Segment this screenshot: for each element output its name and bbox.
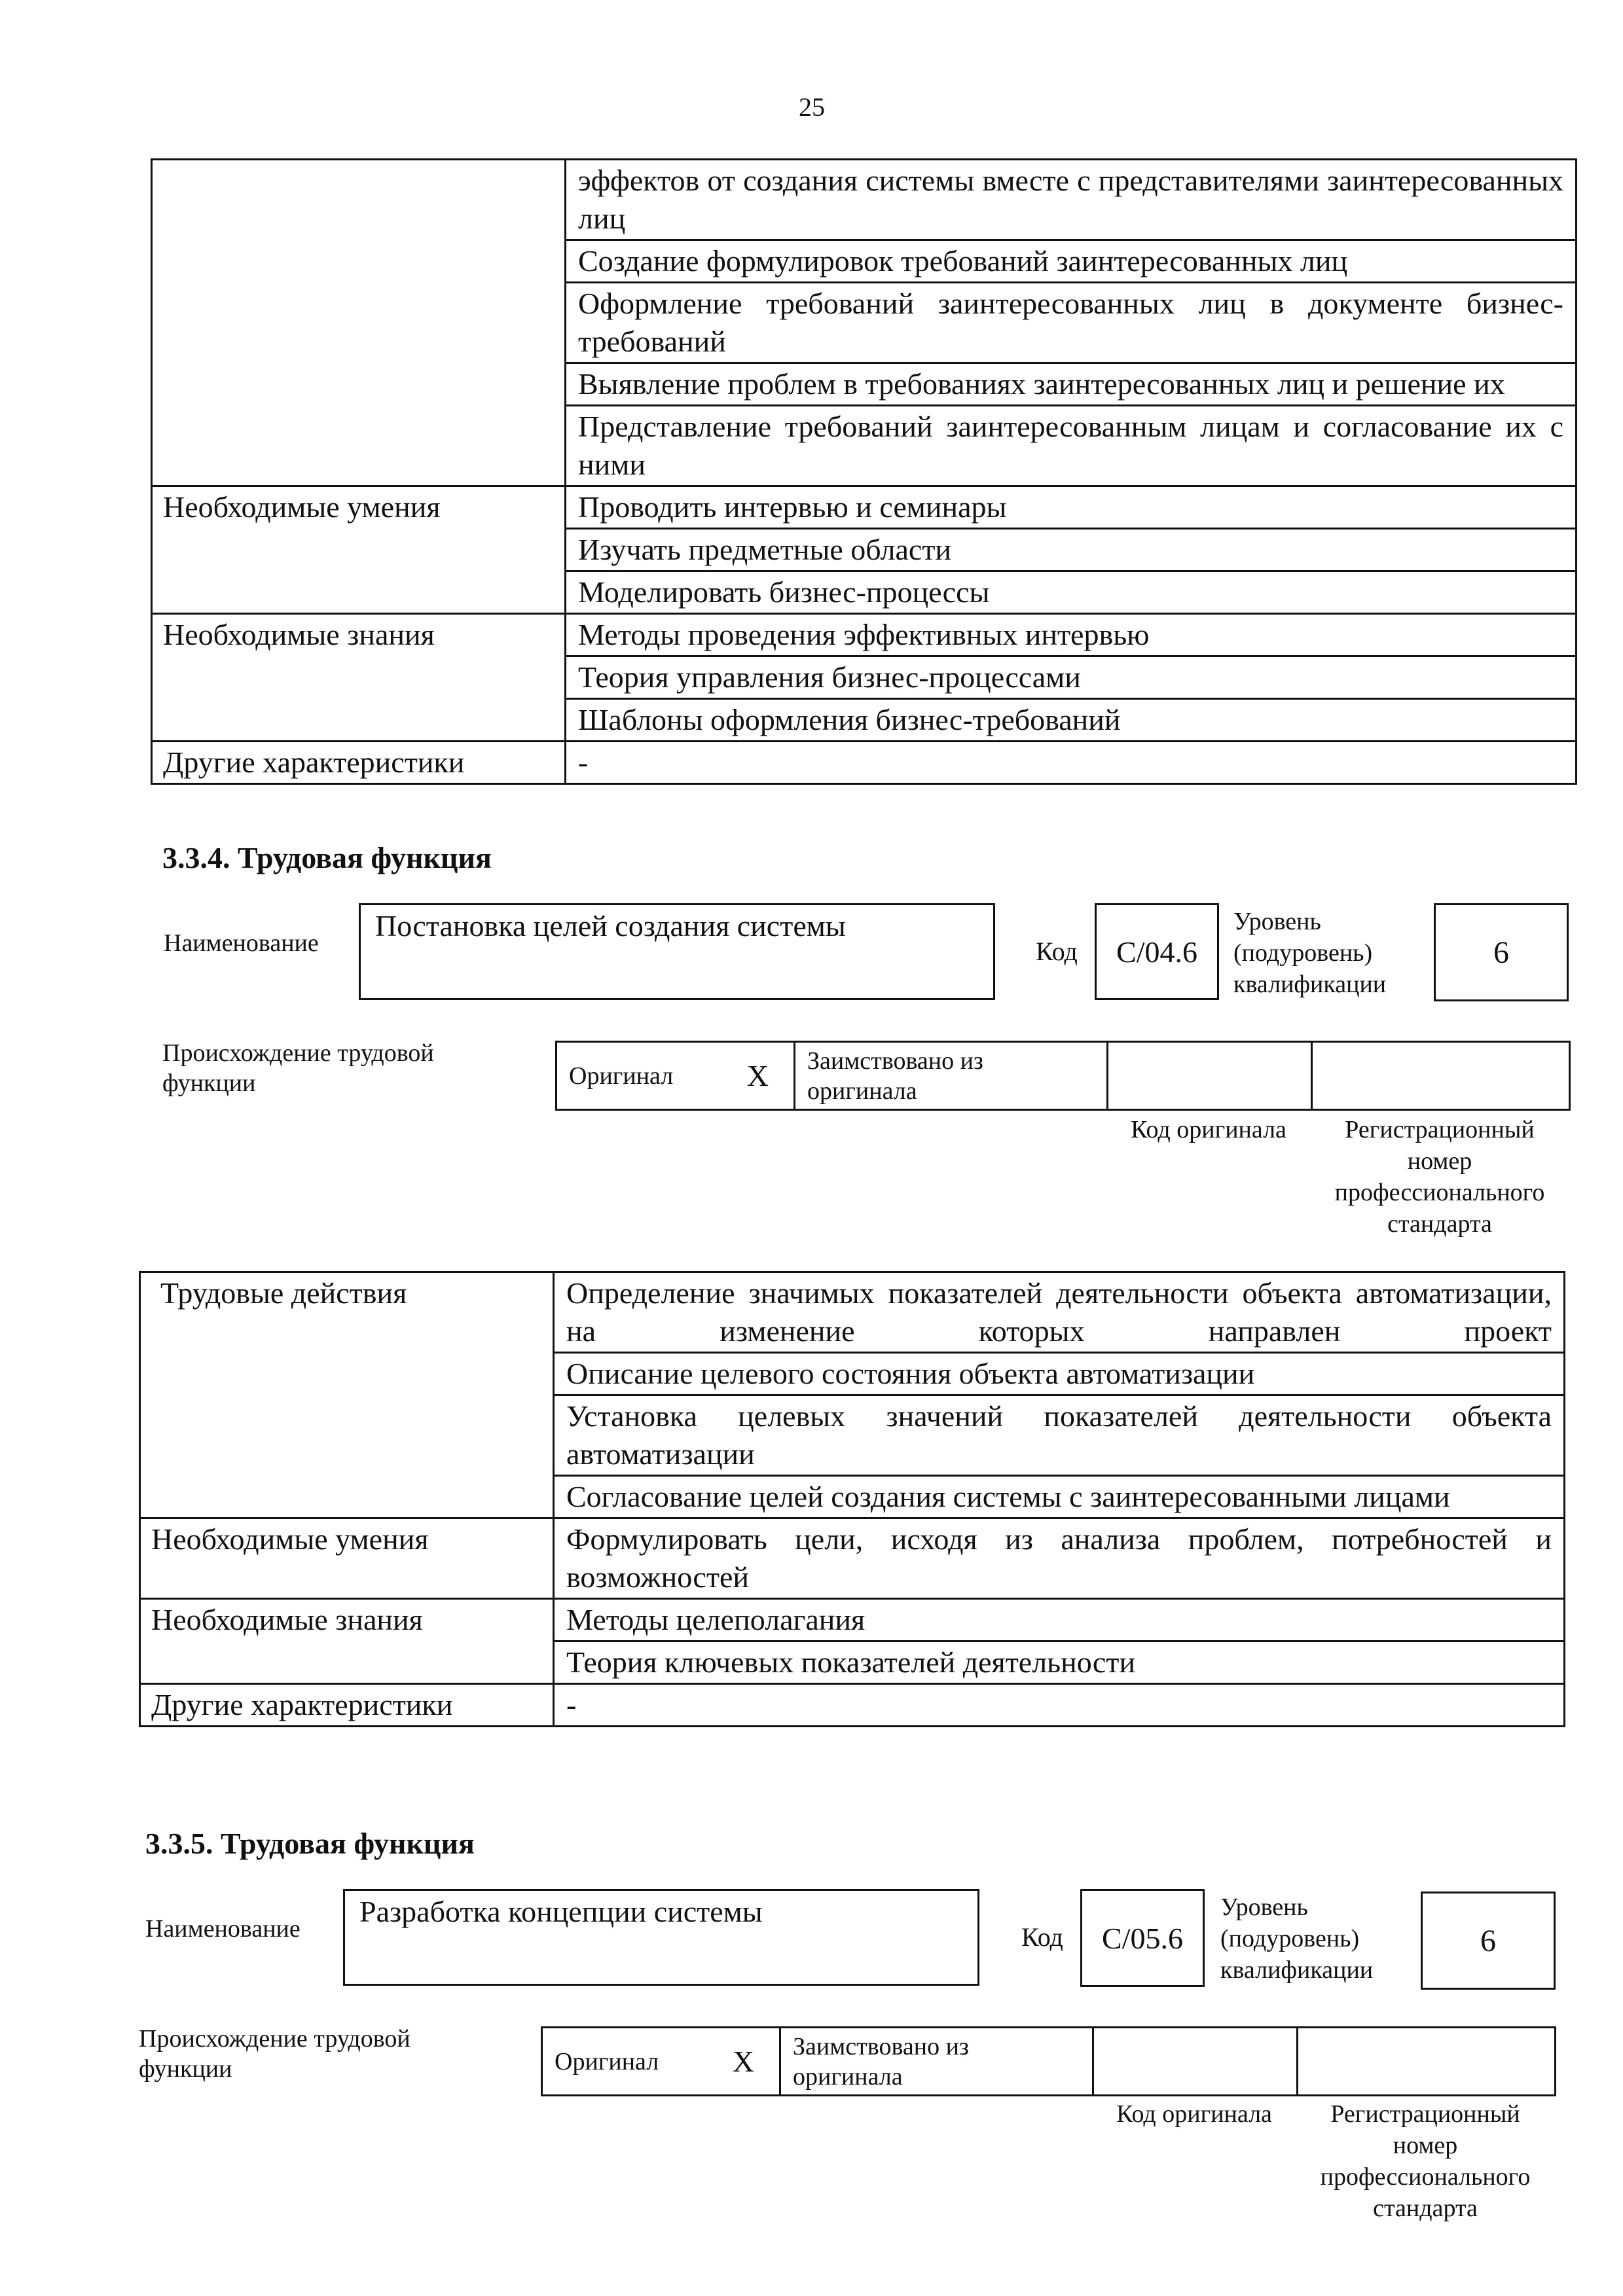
code-original-label: Код оригинала	[1131, 1116, 1286, 1143]
original-cell	[542, 2028, 780, 2096]
level-label	[1233, 906, 1386, 1000]
row-label-knowledge: Необходимые знания	[140, 1599, 554, 1684]
level-box: 6	[1421, 1892, 1556, 1990]
code-box: C/04.6	[1095, 903, 1219, 1000]
table-cell: Выявление проблем в требованиях заинтересованных лиц и решение их	[566, 363, 1577, 406]
reg-number-cell	[1298, 2028, 1556, 2096]
name-box: Постановка целей создания системы	[359, 903, 995, 1000]
table-cell: Создание формулировок требований заинтересованных лиц	[566, 240, 1577, 283]
table-cell: Моделировать бизнес-процессы	[566, 571, 1577, 614]
section-title: 3.3.4. Трудовая функция	[162, 841, 492, 874]
level-label-line: квалификации	[1233, 971, 1387, 998]
name-label: Наименование	[145, 1915, 301, 1943]
row-label-skills: Необходимые умения	[140, 1518, 554, 1599]
table-cell: Методы целеполагания	[554, 1599, 1565, 1641]
reg-number-label	[1311, 1114, 1569, 1240]
original-label: Оригинал	[555, 2047, 659, 2075]
table-cell: Проводить интервью и семинары	[566, 486, 1577, 529]
level-label-line: Уровень	[1220, 1893, 1308, 1921]
reg-number-line: номер	[1393, 2132, 1458, 2159]
level-label	[1220, 1892, 1373, 1986]
row-label	[152, 160, 566, 486]
reg-number-line: профессионального	[1320, 2163, 1531, 2191]
section-title: 3.3.5. Трудовая функция	[145, 1827, 475, 1860]
reg-number-line: стандарта	[1387, 1210, 1492, 1238]
table-cell: Теория управления бизнес-процессами	[566, 656, 1577, 699]
function-table	[139, 1271, 1565, 1727]
code-original-cell	[1108, 1042, 1312, 1110]
table-cell: Установка целевых значений показателей деятельности объекта автоматизации	[554, 1395, 1565, 1476]
row-label-skills: Необходимые умения	[152, 486, 566, 614]
table-cell: Изучать предметные области	[566, 529, 1577, 571]
origin-label-line: Происхождение трудовой	[162, 1039, 434, 1067]
borrowed-cell	[780, 2028, 1093, 2096]
borrowed-label-line: оригинала	[807, 1077, 917, 1105]
reg-number-label	[1296, 2098, 1554, 2224]
table-cell: Формулировать цели, исходя из анализа проблем, потребностей и возможностей	[554, 1518, 1565, 1599]
name-box: Разработка концепции системы	[343, 1889, 979, 1986]
level-label-line: квалификации	[1220, 1956, 1374, 1984]
row-label-other: Другие характеристики	[140, 1684, 554, 1727]
reg-number-cell	[1312, 1042, 1570, 1110]
table-cell: эффектов от создания системы вместе с представителями заинтересованных лиц	[566, 160, 1577, 240]
level-label-line: (подуровень)	[1233, 939, 1373, 967]
origin-label-line: функции	[162, 1069, 256, 1097]
continuation-table	[151, 158, 1577, 785]
reg-number-line: стандарта	[1373, 2195, 1478, 2222]
original-mark: X	[732, 2044, 754, 2078]
reg-number-line: Регистрационный	[1345, 1116, 1535, 1143]
table-cell: Шаблоны оформления бизнес-требований	[566, 699, 1577, 742]
table-cell: Описание целевого состояния объекта автоматизации	[554, 1353, 1565, 1395]
reg-number-line: профессионального	[1334, 1179, 1545, 1206]
level-label-line: Уровень	[1233, 908, 1321, 935]
reg-number-line: Регистрационный	[1330, 2100, 1520, 2128]
origin-label	[139, 2024, 410, 2084]
table-cell: -	[566, 742, 1577, 784]
origin-table	[555, 1041, 1571, 1111]
origin-label-line: функции	[139, 2055, 232, 2083]
code-box: C/05.6	[1080, 1889, 1205, 1987]
row-label-knowledge: Необходимые знания	[152, 614, 566, 742]
original-cell	[556, 1042, 795, 1110]
table-cell: -	[554, 1684, 1565, 1727]
page-number: 25	[799, 92, 825, 122]
table-cell: Методы проведения эффективных интервью	[566, 614, 1577, 656]
reg-number-line: номер	[1407, 1147, 1472, 1175]
table-cell: Теория ключевых показателей деятельности	[554, 1641, 1565, 1684]
origin-label	[162, 1038, 434, 1098]
borrowed-label-line: Заимствовано из	[793, 2032, 969, 2060]
level-box: 6	[1434, 903, 1569, 1001]
borrowed-label-line: Заимствовано из	[807, 1047, 983, 1075]
name-label: Наименование	[164, 929, 319, 957]
code-label: Код	[1036, 937, 1078, 966]
borrowed-cell	[795, 1042, 1108, 1110]
code-original-label: Код оригинала	[1116, 2100, 1272, 2128]
row-label-other: Другие характеристики	[152, 742, 566, 784]
row-label-actions: Трудовые действия	[140, 1272, 554, 1518]
origin-label-line: Происхождение трудовой	[139, 2025, 410, 2053]
table-cell: Представление требований заинтересованным лицам и согласование их с ними	[566, 406, 1577, 486]
code-original-cell	[1093, 2028, 1298, 2096]
level-label-line: (подуровень)	[1220, 1925, 1360, 1952]
table-cell: Определение значимых показателей деятельности объекта автоматизации, на изменение которых направлен проект	[554, 1272, 1565, 1353]
borrowed-label-line: оригинала	[793, 2062, 903, 2090]
original-mark: X	[746, 1058, 769, 1092]
origin-table	[541, 2026, 1556, 2096]
code-label: Код	[1021, 1922, 1063, 1952]
original-label: Оригинал	[569, 1062, 674, 1090]
table-cell: Согласование целей создания системы с заинтересованными лицами	[554, 1476, 1565, 1518]
table-cell: Оформление требований заинтересованных лиц в документе бизнес-требований	[566, 283, 1577, 363]
